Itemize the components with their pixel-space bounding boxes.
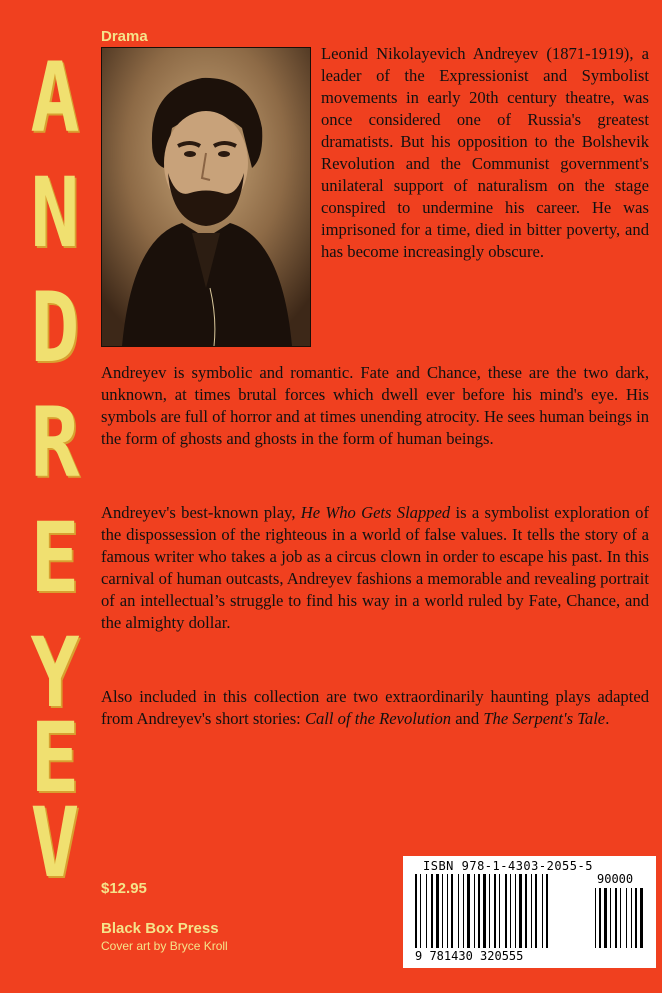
barcode-bar <box>631 888 632 948</box>
barcode-bar <box>499 874 500 948</box>
genre-label: Drama <box>101 28 148 45</box>
title-letter: E <box>30 702 80 814</box>
price-label: $12.95 <box>101 880 147 897</box>
paragraph-text: and <box>451 709 484 728</box>
barcode-bar <box>431 874 433 948</box>
barcode-bar <box>640 888 643 948</box>
barcode-bar <box>474 874 475 948</box>
barcode-bar <box>442 874 443 948</box>
title-letter: V <box>30 787 80 899</box>
barcode-bar <box>451 874 453 948</box>
paragraph-text: is a symbolist exploration of the dispossession of the righteous in a world of false values. It tells the story of a famous writer who takes a job as a circus clown in order to escape his past. In this carnival of human outcasts, Andreyev fashions a memorable and revealing portrait of an intellectual’s struggle to find his way in a world ruled by Fate, Chance, and the almighty dollar. <box>101 503 649 632</box>
barcode-bar <box>604 888 607 948</box>
barcode-bar <box>483 874 486 948</box>
barcode-bar <box>515 874 516 948</box>
barcode-bar <box>610 888 611 948</box>
title-letter: A <box>30 42 80 154</box>
barcode-bar <box>635 888 637 948</box>
description-paragraph <box>101 502 649 634</box>
play-title: Call of the Revolution <box>304 709 452 728</box>
barcode-bar <box>463 874 464 948</box>
barcode-bar <box>531 874 532 948</box>
play-title: He Who Gets Slapped <box>300 503 451 522</box>
barcode-price-code: 90000 <box>597 872 634 886</box>
isbn-text: ISBN 978-1-4303-2055-5 <box>423 859 593 873</box>
barcode-digits: 9 781430 320555 <box>415 949 524 963</box>
barcode-bar <box>478 874 480 948</box>
author-portrait <box>101 47 311 347</box>
barcode-bar <box>505 874 507 948</box>
barcode-bar <box>595 888 596 948</box>
title-letter: E <box>30 502 80 614</box>
barcode-bar <box>620 888 621 948</box>
description-paragraph <box>101 686 649 730</box>
barcode-bar <box>494 874 496 948</box>
barcode-bar <box>535 874 537 948</box>
paragraph-text: . <box>605 709 610 728</box>
title-letter: R <box>30 387 80 499</box>
barcode-bar <box>599 888 601 948</box>
barcode-bar <box>467 874 470 948</box>
play-title: The Serpent's Tale <box>483 709 606 728</box>
title-letter: N <box>30 157 80 269</box>
description-paragraph: Andreyev is symbolic and romantic. Fate and Chance, these are the two dark, unknown, at times brutal forces which dwell ever before his mind's eye. His symbols are full of horror and at times unending atrocity. He sees human beings in the form of ghosts and ghosts in the form of human beings. <box>101 363 649 448</box>
barcode-bar <box>420 874 421 948</box>
cover-art-credit: Cover art by Bryce Kroll <box>101 939 228 953</box>
barcode-bar <box>615 888 617 948</box>
barcode-bar <box>546 874 548 948</box>
barcode-bar <box>542 874 543 948</box>
barcode-bar <box>525 874 527 948</box>
barcode-bar <box>626 888 627 948</box>
barcode-bar <box>447 874 448 948</box>
isbn-barcode <box>403 856 656 968</box>
barcode-bar <box>436 874 439 948</box>
barcode-bar <box>458 874 459 948</box>
barcode-bar <box>489 874 490 948</box>
barcode-bar <box>519 874 522 948</box>
paragraph-text: Also included in this collection are two extraordinarily haunting plays adapted from Andreyev's short stories: <box>101 687 649 728</box>
title-letter: Y <box>30 617 80 729</box>
author-bio: Leonid Nikolayevich Andreyev (1871-1919), a leader of the Expressionist and Symbolist movements in early 20th century theatre, was once considered one of Russia's greatest dramatists. But his opposition to the Bolshevik Revolution and the Communist government's unilateral support of naturalism on the stage conspired to undermine his career. He was imprisoned for a time, died in bitter poverty, and has become increasingly obscure. <box>321 44 649 261</box>
title-letter: D <box>30 272 80 384</box>
publisher-name: Black Box Press <box>101 920 219 937</box>
paragraph-text: Andreyev's best-known play, <box>101 503 301 522</box>
barcode-bar <box>426 874 427 948</box>
barcode-bar <box>415 874 417 948</box>
barcode-bar <box>510 874 511 948</box>
